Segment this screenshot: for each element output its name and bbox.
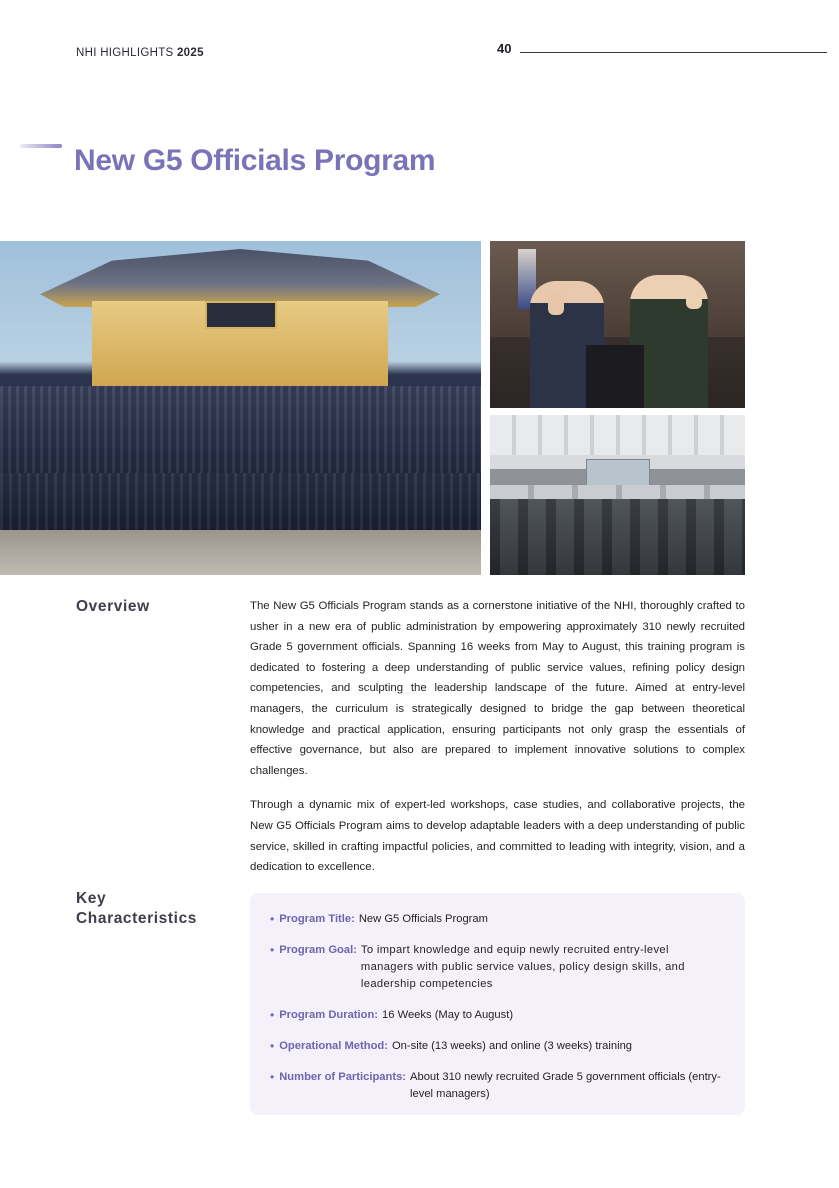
photo-ground xyxy=(0,530,481,575)
overview-text xyxy=(250,596,745,878)
photo-crowd-lower xyxy=(0,473,481,533)
key-value: 16 Weeks (May to August) xyxy=(382,1009,514,1021)
classroom-lecture-photo xyxy=(490,415,745,575)
key-value: To impart knowledge and equip newly recruited entry-level managers with public service values, policy design skills, and leadership competencies xyxy=(360,944,685,990)
photo-raised-hand-left xyxy=(548,293,564,315)
photo-raised-hand-right xyxy=(686,287,702,309)
title-dash-icon xyxy=(20,144,62,148)
oath-ceremony-photo xyxy=(490,241,745,408)
group-photo-at-traditional-hall xyxy=(0,241,481,575)
bullet-icon: • xyxy=(270,943,275,957)
list-item xyxy=(270,942,723,993)
key-term: Program Goal: xyxy=(279,944,357,956)
photo-seated-participants xyxy=(490,499,745,575)
key-term: Program Title: xyxy=(279,913,355,925)
list-item xyxy=(270,1007,723,1024)
page-header xyxy=(76,40,763,66)
page-title: New G5 Officials Program xyxy=(74,144,436,178)
key-value: About 310 newly recruited Grade 5 government officials (entry-level managers) xyxy=(410,1071,721,1100)
bullet-icon: • xyxy=(270,1070,275,1084)
list-item xyxy=(270,911,723,928)
bullet-icon: • xyxy=(270,1008,275,1022)
key-value: On-site (13 weeks) and online (3 weeks) training xyxy=(391,1040,633,1052)
key-term: Number of Participants: xyxy=(279,1071,407,1083)
bullet-icon: • xyxy=(270,912,275,926)
key-characteristics-label-line1: Key xyxy=(76,890,107,907)
key-characteristics-section-label xyxy=(76,889,246,929)
key-characteristics-box xyxy=(250,893,745,1115)
publication-title xyxy=(76,47,204,59)
photo-podium xyxy=(586,345,644,408)
overview-paragraph-2: Through a dynamic mix of expert-led workshops, case studies, and collaborative projects, the New G5 Officials Program aims to develop adaptable leaders with a deep understanding of public service, skilled in crafting impactful policies, and committed to leading with integrity, vision, and a dedication to excellence. xyxy=(250,799,745,874)
page-number: 40 xyxy=(497,41,512,56)
photo-signboard xyxy=(205,301,277,329)
header-divider xyxy=(520,52,827,53)
photo-ceiling xyxy=(490,415,745,455)
photo-roof xyxy=(40,249,440,307)
list-item xyxy=(270,1038,723,1055)
overview-paragraph-1: The New G5 Officials Program stands as a cornerstone initiative of the NHI, thoroughly crafted to usher in a new era of public administration by empowering approximately 310 newly recruited Grade 5 government officials. Spanning 16 weeks from May to August, this training program is dedicated to fostering a deep understanding of public service values, refining policy design competencies, and sculpting the leadership landscape of the future. Aimed at entry-level managers, the curriculum is strategically designed to bridge the gap between theoretical knowledge and practical application, ensuring participants not only grasp the essentials of effective governance, but also are prepared to implement innovative solutions to complex challenges. xyxy=(250,600,745,777)
key-characteristics-label-line2: Characteristics xyxy=(76,910,198,927)
bullet-icon: • xyxy=(270,1039,275,1053)
list-item xyxy=(270,1069,723,1103)
publication-name: NHI HIGHLIGHTS xyxy=(76,47,177,59)
overview-section-label: Overview xyxy=(76,598,150,615)
key-term: Operational Method: xyxy=(279,1040,388,1052)
key-term: Program Duration: xyxy=(279,1009,379,1021)
key-value: New G5 Officials Program xyxy=(358,913,488,925)
publication-year: 2025 xyxy=(176,47,204,59)
